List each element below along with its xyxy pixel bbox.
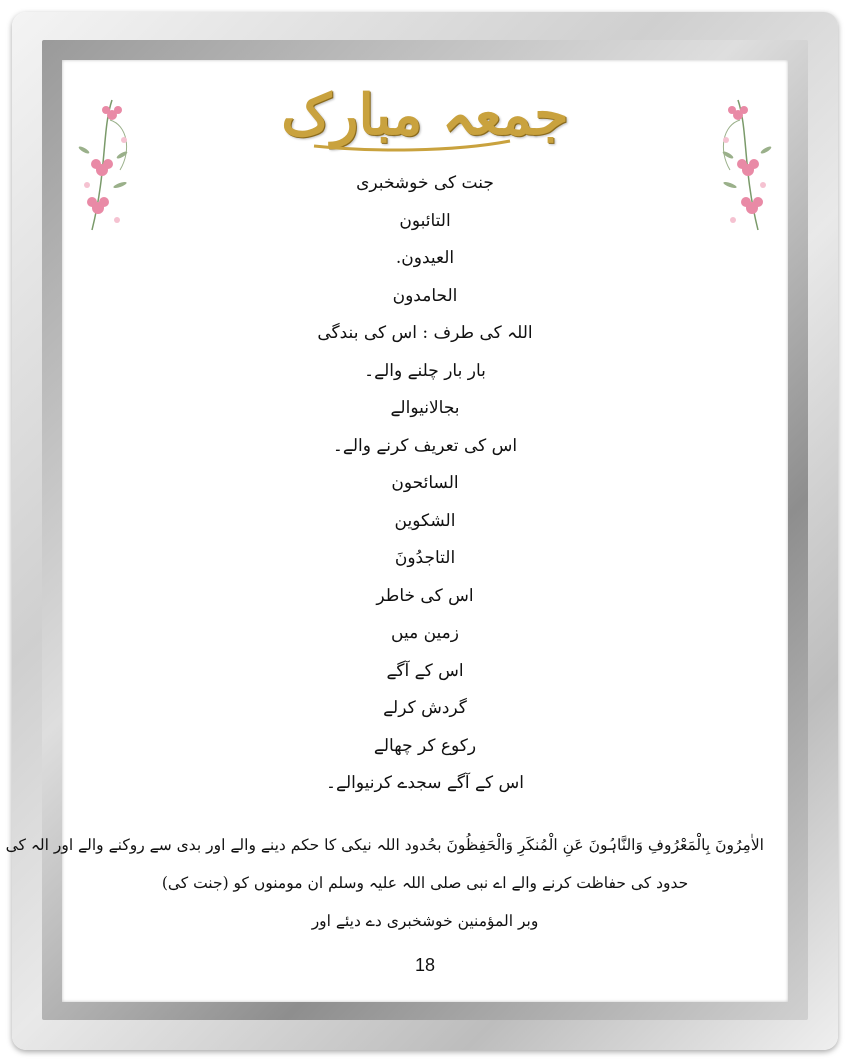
verse-line: اس کی خاطر <box>376 585 474 606</box>
verse-line: گردش کرلے <box>383 698 467 718</box>
verse-line: بار بار چلنے والے۔ <box>364 360 486 381</box>
paragraph-line: الاٰمِرُونَ بِالْمَعْرُوفِ وَالنَّاہُونَ عَنِ الْمُنکَرِ وَالْحَفِظُونَ بحُدود اللہ نیکی کا حکم دینے والے اور بدی سے روکنے والے اور الہ کی <box>5 836 764 854</box>
verse-line: جنت کی خوشخبری <box>356 173 494 193</box>
verse-line: اللہ کی طرف : اس کی بندگی <box>317 323 533 343</box>
paragraph-line: وبر المؤمنین خوشخبری دے دیئے اور <box>311 912 539 930</box>
verse-line: العیدون. <box>395 248 455 268</box>
verse-lines <box>62 165 788 803</box>
page-title: جمعہ مبارک <box>281 82 569 148</box>
verse-line: الحامدون <box>392 285 458 306</box>
verse-line: زمین میں <box>391 623 459 643</box>
paragraph-line: حدود کی حفاظت کرنے والے اے نبی صلی اللہ علیہ وسلم ان مومنوں کو (جنت کی) <box>161 874 689 892</box>
verse-line: السائحون <box>391 473 459 493</box>
verse-line: التائبون <box>399 210 451 231</box>
verse-line: اس کے آگے <box>386 660 464 681</box>
verse-line: الشکوین <box>394 510 456 531</box>
page <box>5 60 788 1002</box>
verse-line: رکوع کر چھالے <box>373 735 477 756</box>
page-number: 18 <box>414 955 436 975</box>
verse-line: اس کے آگے سجدے کرنیوالے۔ <box>326 773 524 793</box>
title-swash-icon <box>312 138 512 152</box>
verse-line: اس کی تعریف کرنے والے۔ <box>332 435 518 456</box>
verse-line: التاجدُونَ <box>394 548 456 568</box>
translation-paragraph <box>5 826 764 940</box>
verse-line: بجالانیوالے <box>390 398 460 418</box>
